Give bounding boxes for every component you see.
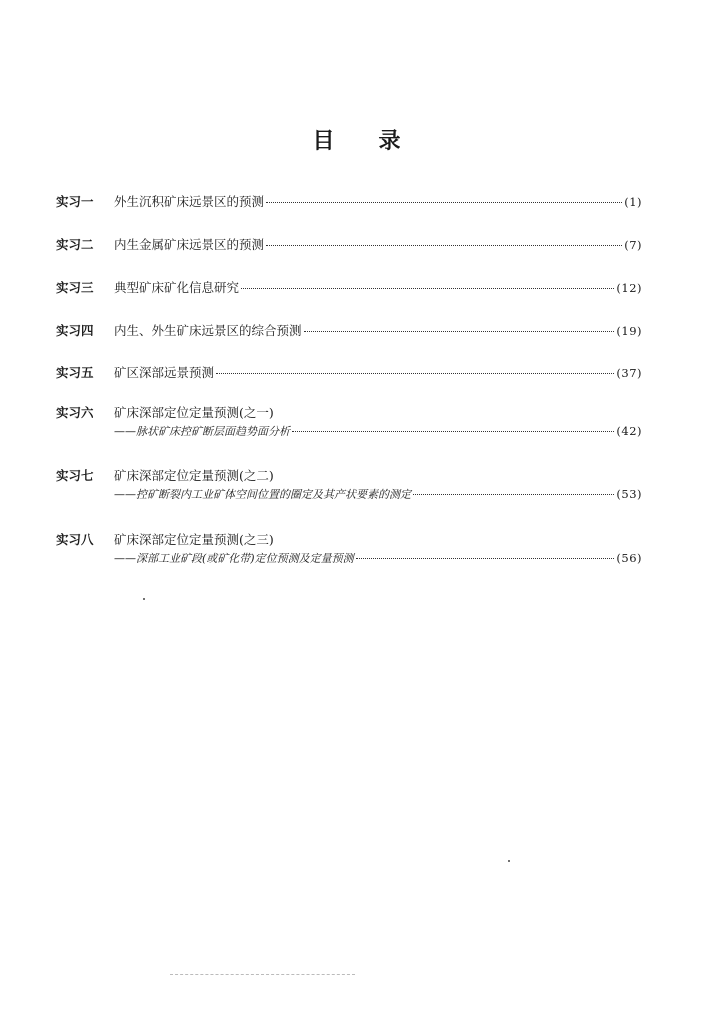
entry-subtitle: ——深部工业矿段(或矿化带)定位预测及定量预测 [114, 552, 354, 565]
page-title [0, 124, 713, 155]
dot-leader [241, 287, 614, 289]
title-char-1: 目 [312, 129, 335, 154]
toc-entry-3[interactable] [56, 278, 642, 298]
toc-entry-7[interactable] [56, 466, 642, 506]
dot-leader [292, 430, 614, 432]
entry-title: 矿床深部定位定量预测(之三) [114, 532, 274, 547]
entry-title: 外生沉积矿床远景区的预测 [114, 194, 265, 209]
toc-entry-5[interactable] [56, 363, 642, 383]
title-char-2: 录 [378, 129, 401, 154]
dot-leader [266, 244, 622, 246]
entry-title: 内生、外生矿床远景区的综合预测 [114, 323, 302, 338]
entry-label: 实习四 [56, 323, 94, 338]
entry-label: 实习二 [56, 237, 94, 252]
entry-label: 实习一 [56, 194, 94, 209]
dot-leader [304, 330, 615, 332]
scan-speck [143, 598, 145, 600]
entry-title: 内生金属矿床远景区的预测 [114, 237, 265, 252]
entry-label: 实习六 [56, 405, 94, 420]
entry-subtitle: ——控矿断裂内工业矿体空间位置的圈定及其产状要素的测定 [114, 488, 411, 501]
entry-title: 矿区深部远景预测 [114, 365, 215, 380]
dot-leader [216, 372, 614, 374]
entry-title: 矿床深部定位定量预测(之二) [114, 468, 274, 483]
dot-leader [413, 493, 614, 495]
entry-subtitle: ——脉状矿床控矿断层面趋势面分析 [114, 425, 290, 438]
entry-page: (12) [616, 281, 642, 295]
dot-leader [266, 201, 622, 203]
entry-page: (42) [616, 424, 642, 438]
entry-page: (19) [616, 324, 642, 338]
entry-page: (7) [624, 238, 642, 252]
entry-label: 实习五 [56, 365, 94, 380]
entry-page: (56) [616, 551, 642, 565]
entry-label: 实习八 [56, 532, 94, 547]
dot-leader [356, 557, 615, 559]
toc-entry-6[interactable] [56, 403, 642, 443]
entry-title: 典型矿床矿化信息研究 [114, 280, 240, 295]
toc-entry-8[interactable] [56, 530, 642, 570]
entry-label: 实习三 [56, 280, 94, 295]
toc-entry-1[interactable] [56, 192, 642, 212]
scan-speck [508, 860, 510, 862]
toc-entry-2[interactable] [56, 235, 642, 255]
entry-page: (53) [616, 487, 642, 501]
entry-title: 矿床深部定位定量预测(之一) [114, 405, 274, 420]
scan-artifact-line [170, 973, 355, 975]
entry-label: 实习七 [56, 468, 94, 483]
toc-entry-4[interactable] [56, 321, 642, 341]
entry-page: (1) [624, 195, 642, 209]
entry-page: (37) [616, 366, 642, 380]
